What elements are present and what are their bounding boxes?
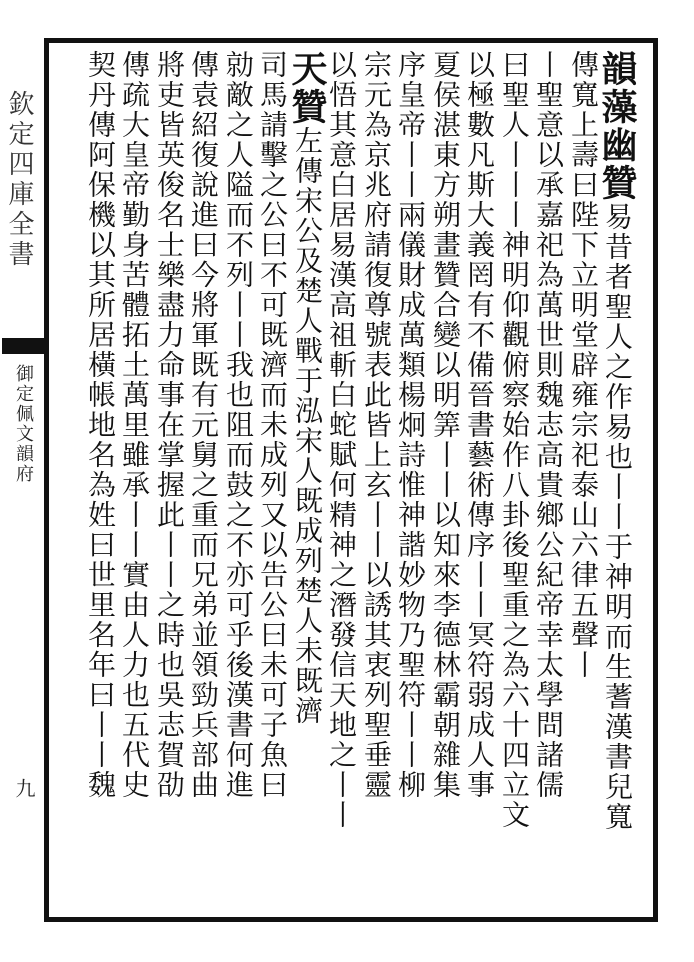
text-column bbox=[186, 50, 220, 920]
column-text: 左傳宋公及楚人戰于泓宋人既成列楚人未既濟 bbox=[291, 126, 324, 726]
entry-heading: 天贊 bbox=[286, 50, 328, 126]
column-text: 司馬請擊之公曰不可既濟而未成列又以告公曰未可子魚曰 bbox=[256, 50, 289, 800]
text-column bbox=[531, 50, 565, 920]
column-text: 將吏皆英俊名士樂盡力命事在掌握此丨丨之時也吳志賀劭 bbox=[153, 50, 186, 800]
column-text: 丨聖意以承嘉祀為萬世則魏志高貴鄉公紀帝幸太學問諸儒 bbox=[532, 50, 565, 800]
text-column bbox=[359, 50, 393, 920]
text-column bbox=[428, 50, 462, 920]
text-column bbox=[596, 50, 638, 920]
column-text: 以悟其意白居易漢高祖斬白蛇賦何精神之潛發信天地之丨丨 bbox=[325, 50, 358, 830]
text-column bbox=[324, 50, 358, 920]
text-column bbox=[152, 50, 186, 920]
entry-heading: 韻藻幽贊 bbox=[596, 50, 638, 202]
column-text: 宗元為京兆府請復尊號表此皆上玄丨丨以誘其衷列聖垂靈 bbox=[360, 50, 393, 800]
column-text: 傳寬上壽曰陛下立明堂辟雍宗祀泰山六律五聲丨 bbox=[567, 50, 600, 680]
text-column bbox=[255, 50, 289, 920]
column-text: 以極數凡斯大義罔有不備晉書藝術傳序丨丨冥符弱成人事 bbox=[463, 50, 496, 800]
column-text: 易昔者聖人之作易也丨丨于神明而生蓍漢書兒寬 bbox=[601, 202, 634, 832]
column-text: 傳袁紹復說進曰今將軍既有元舅之重而兄弟並領勁兵部曲 bbox=[187, 50, 220, 800]
column-text: 夏侯湛東方朔畫贊合變以明筭丨丨以知來李德林霸朝雜集 bbox=[429, 50, 462, 800]
text-column bbox=[566, 50, 600, 920]
text-column bbox=[393, 50, 427, 920]
column-text: 契丹傳阿保機以其所居橫帳地名為姓曰世里名年曰丨丨魏 bbox=[84, 50, 117, 800]
text-column bbox=[286, 50, 328, 920]
text-column bbox=[117, 50, 151, 920]
column-text: 傳疏大皇帝勤身苦體拓土萬里雖承丨丨實由人力也五代史 bbox=[118, 50, 151, 800]
column-text: 勍敵之人隘而不列丨丨我也阻而鼓之不亦可乎後漢書何進 bbox=[222, 50, 255, 800]
column-text: 序皇帝丨丨兩儀財成萬類楊炯詩惟神諧妙物乃聖符丨丨柳 bbox=[394, 50, 427, 800]
page-number: 九 bbox=[12, 778, 36, 798]
text-column bbox=[462, 50, 496, 920]
text-column bbox=[83, 50, 117, 920]
page-margin bbox=[0, 38, 44, 922]
collection-title: 欽定四庫全書 bbox=[4, 90, 34, 270]
book-title: 御定佩文韻府 bbox=[13, 364, 34, 484]
column-text: 曰聖人丨丨丨神明仰觀俯察始作八卦後聖重之為六十四立文 bbox=[498, 50, 531, 830]
fish-tail-mark bbox=[2, 338, 44, 354]
text-column bbox=[221, 50, 255, 920]
text-column bbox=[497, 50, 531, 920]
